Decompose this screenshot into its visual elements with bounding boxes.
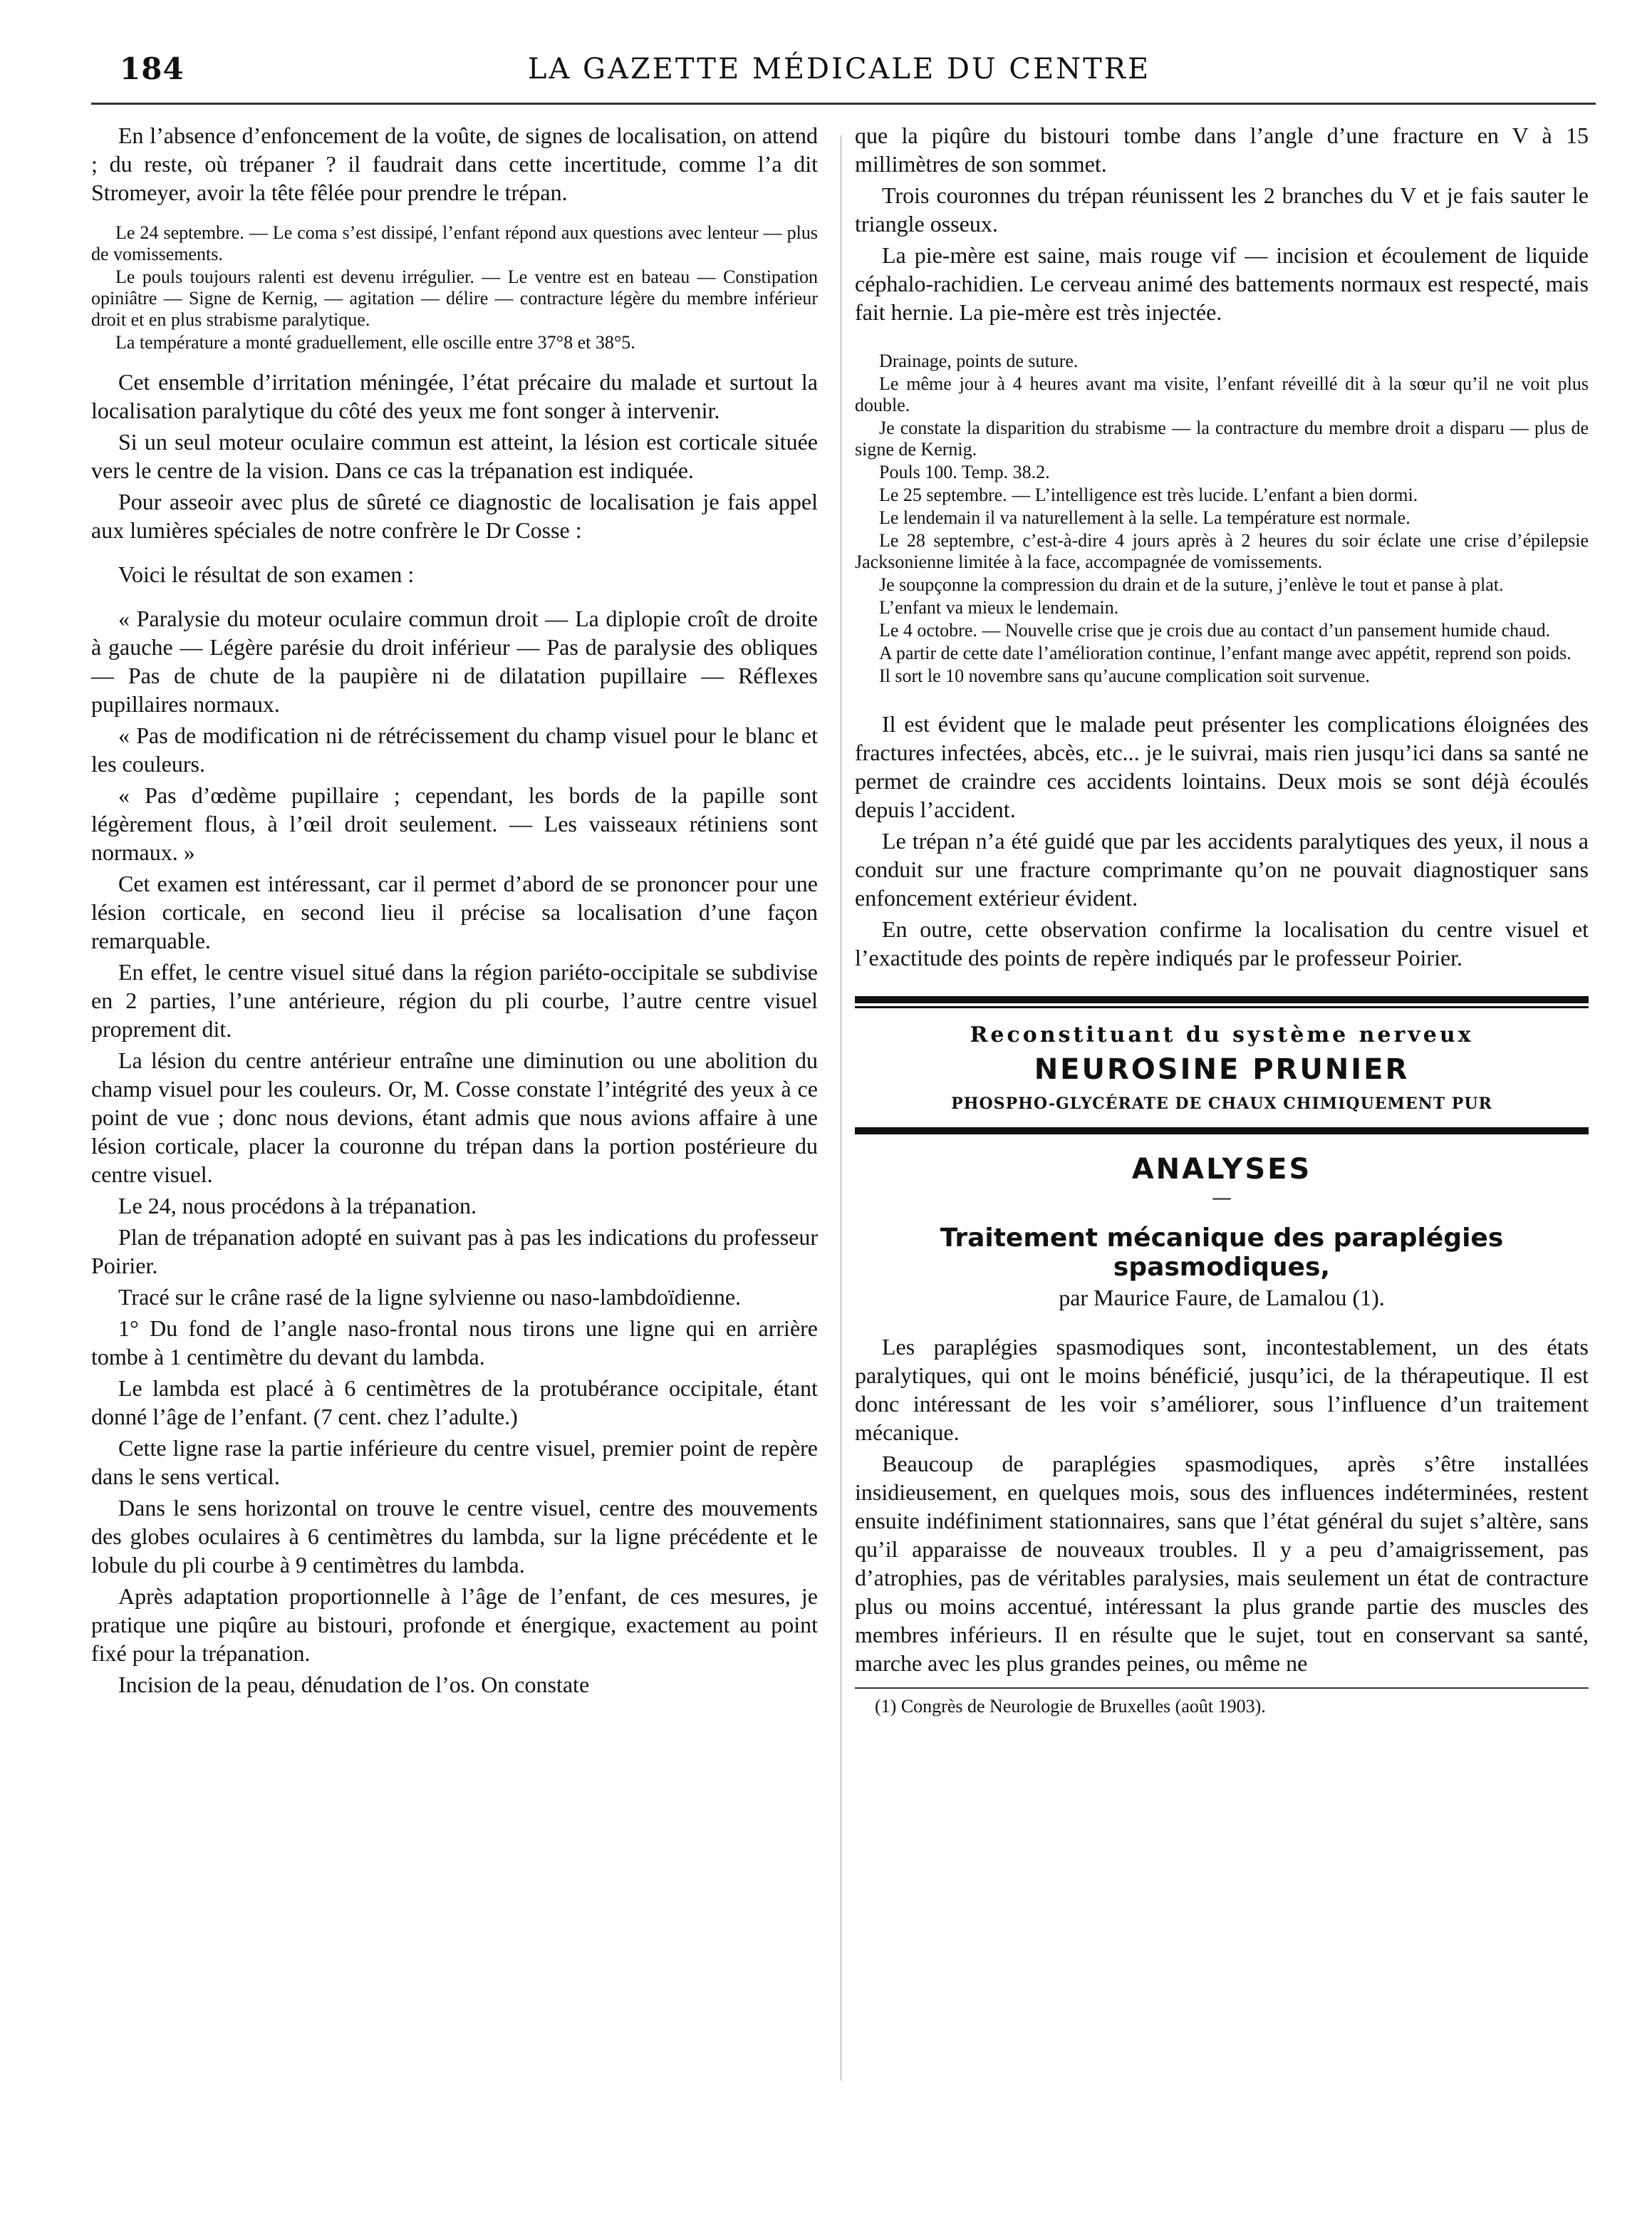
- paragraph: En effet, le centre visuel situé dans la région pariéto-occipitale se subdivise en 2 parties, l’une antérieure, région du pli courbe, l’autre centre visuel proprement dit.: [91, 959, 818, 1042]
- paragraph: La pie-mère est saine, mais rouge vif — incision et écoulement de liquide céphalo-rachidien. Le cerveau animé des battements normaux est respecté, mais fait hernie. La pie-mère est très injectée.: [855, 242, 1589, 325]
- ad-rule-bottom: [855, 1127, 1589, 1134]
- case-note: Pouls 100. Temp. 38.2.: [879, 462, 1050, 482]
- paragraph: En l’absence d’enfoncement de la voûte, de signes de localisation, on attend ; du reste, où trépaner ? il faudrait dans cette incertitude, comme l’a dit Stromeyer, avoir la tête fêlée pour prendre le trépan.: [91, 123, 818, 205]
- paragraph: Le 24, nous procédons à la trépanation.: [118, 1193, 477, 1218]
- case-note: Le 25 septembre. — L’intelligence est très lucide. L’enfant a bien dormi.: [879, 485, 1418, 505]
- case-note: Drainage, points de suture.: [879, 351, 1079, 371]
- paragraph: Incision de la peau, dénudation de l’os. On constate: [118, 1672, 590, 1697]
- quote-paragraph: « Pas d’œdème pupillaire ; cependant, les bords de la papille sont légèrement flous, à l’œil droit seulement. — Les vaisseaux rétiniens sont normaux. »: [91, 782, 818, 865]
- paragraph: Après adaptation proportionnelle à l’âge de l’enfant, de ces mesures, je pratique une piqûre au bistouri, profonde et énergique, exactement au point fixé pour la trépanation.: [91, 1583, 818, 1666]
- case-note: Le 28 septembre, c’est-à-dire 4 jours après à 2 heures du soir éclate une crise d’épilepsie Jacksonienne limitée à la face, accompagnée de vomissements.: [855, 530, 1589, 572]
- case-note: Le lendemain il va naturellement à la selle. La température est normale.: [879, 507, 1411, 528]
- section-dash: —: [1212, 1186, 1232, 1209]
- paragraph: La lésion du centre antérieur entraîne une diminution ou une abolition du champ visuel pour les couleurs. Or, M. Cosse constate l’intégrité des yeux à ce point de vue ; donc nous devions, étant admis que nous avions affaire à une lésion corticale, placer la couronne du trépan dans la portion postérieure du centre visuel.: [91, 1047, 818, 1187]
- journal-title: LA GAZETTE MÉDICALE DU CENTRE: [527, 53, 1151, 86]
- footnote: (1) Congrès de Neurologie de Bruxelles (août 1903).: [875, 1696, 1266, 1717]
- paragraph: Il est évident que le malade peut présenter les complications éloignées des fractures infectées, abcès, etc... je le suivrai, mais rien jusqu’ici dans sa santé ne permet de craindre ces accidents lointains. Deux mois se sont déjà écoulés depuis l’accident.: [855, 711, 1589, 822]
- case-note: Le 24 septembre. — Le coma s’est dissipé, l’enfant répond aux questions avec lenteur — plus de vomissements.: [91, 222, 818, 264]
- paragraph: Dans le sens horizontal on trouve le centre visuel, centre des mouvements des globes oculaires à 6 centimètres du lambda, sur la ligne précédente et le lobule du pli courbe à 9 centimètres du lambda.: [91, 1495, 818, 1578]
- case-note: Je constate la disparition du strabisme — la contracture du membre droit a disparu — plus de signe de Kernig.: [855, 418, 1589, 460]
- paragraph: que la piqûre du bistouri tombe dans l’angle d’une fracture en V à 15 millimètres de son sommet.: [855, 123, 1589, 177]
- page-header: [84, 51, 1594, 94]
- paragraph: Voici le résultat de son examen :: [118, 561, 415, 587]
- case-note: A partir de cette date l’amélioration continue, l’enfant mange avec appétit, reprend son poids.: [879, 643, 1572, 663]
- paragraph: Si un seul moteur oculaire commun est atteint, la lésion est corticale située vers le centre de la vision. Dans ce cas la trépanation est indiquée.: [91, 429, 818, 483]
- case-note: La température a monté graduellement, elle oscille entre 37°8 et 38°5.: [115, 332, 635, 353]
- advertisement: [855, 996, 1589, 1134]
- paragraph: Cette ligne rase la partie inférieure du centre visuel, premier point de repère dans le sens vertical.: [91, 1435, 818, 1489]
- paragraph: Cet examen est intéressant, car il permet d’abord de se prononcer pour une lésion corticale, en second lieu il précise sa localisation d’une façon remarquable.: [91, 871, 818, 953]
- ad-product-name: NEUROSINE PRUNIER: [1034, 1053, 1410, 1086]
- right-column: [855, 121, 1589, 1717]
- case-note: Le même jour à 4 heures avant ma visite, l’enfant réveillé dit à la sœur qu’il ne voit plus double.: [855, 373, 1589, 415]
- quote-paragraph: « Pas de modification ni de rétrécissement du champ visuel pour le blanc et les couleurs.: [91, 723, 818, 777]
- left-column: [91, 121, 818, 1702]
- case-note: Le 4 octobre. — Nouvelle crise que je crois due au contact d’un pansement humide chaud.: [879, 620, 1551, 641]
- ad-rule-top-thin: [855, 1006, 1589, 1008]
- paragraph: Cet ensemble d’irritation méningée, l’état précaire du malade et surtout la localisation paralytique du côté des yeux me font songer à intervenir.: [91, 369, 818, 423]
- quote-paragraph: « Paralysie du moteur oculaire commun droit — La diplopie croît de droite à gauche — Légère parésie du droit inférieur — Pas de paralysie des obliques — Pas de chute de la paupière ni de dilatation pupillaire — Réflexes pupillaires normaux.: [91, 606, 818, 717]
- case-note: L’enfant va mieux le lendemain.: [879, 597, 1119, 618]
- article-byline: par Maurice Faure, de Lamalou (1).: [1059, 1285, 1385, 1310]
- paragraph: 1° Du fond de l’angle naso-frontal nous tirons une ligne qui en arrière tombe à 1 centimètre du devant du lambda.: [91, 1315, 818, 1370]
- paragraph: Tracé sur le crâne rasé de la ligne sylvienne ou naso-lambdoïdienne.: [118, 1284, 742, 1310]
- ad-tagline: Reconstituant du système nerveux: [970, 1023, 1474, 1047]
- case-note: Il sort le 10 novembre sans qu’aucune complication soit survenue.: [879, 666, 1370, 686]
- paragraph: Beaucoup de paraplégies spasmodiques, après s’être installées insidieusement, en quelques mois, sous des influences indéterminées, restent ensuite indéfiniment stationnaires, sans que l’état général du sujet s’altère, sans qu’il apparaisse de nouveaux troubles. Il y a peu d’amaigrissement, pas d’atrophies, pas de véritables paralysies, mais seulement un état de contracture plus ou moins accentué, intéressant la plus grande partie des muscles des membres inférieurs. Il en résulte que le sujet, tout en conservant sa santé, marche avec les plus grandes peines, ou même ne: [855, 1451, 1589, 1676]
- header-rule: [91, 103, 1596, 105]
- case-note: Le pouls toujours ralenti est devenu irrégulier. — Le ventre est en bateau — Constipation opiniâtre — Signe de Kernig, — agitation — délire — contracture légère du membre inférieur droit et en plus strabisme paralytique.: [91, 266, 818, 330]
- paragraph: En outre, cette observation confirme la localisation du centre visuel et l’exactitude des points de repère indiqués par le professeur Poirier.: [855, 916, 1589, 970]
- paragraph: Le trépan n’a été guidé que par les accidents paralytiques des yeux, il nous a conduit sur une fracture comprimante qu’on ne pouvait diagnostiquer sans enfoncement extérieur évident.: [855, 828, 1589, 911]
- article-title: Traitement mécanique des paraplégies spasmodiques,: [940, 1223, 1504, 1282]
- case-note: Je soupçonne la compression du drain et de la suture, j’enlève le tout et panse à plat.: [879, 574, 1504, 595]
- ad-rule-top: [855, 996, 1589, 1003]
- paragraph: Plan de trépanation adopté en suivant pas à pas les indications du professeur Poirier.: [91, 1224, 818, 1278]
- section-title: ANALYSES: [1131, 1153, 1312, 1186]
- paragraph: Les paraplégies spasmodiques sont, incontestablement, un des états paralytiques, qui ont le moins bénéficié, jusqu’ici, de la thérapeutique. Il est donc intéressant de les voir s’améliorer, sous l’influence d’un traitement mécanique.: [855, 1334, 1589, 1445]
- paragraph: Trois couronnes du trépan réunissent les 2 branches du V et je fais sauter le triangle osseux.: [855, 182, 1589, 237]
- footnote-rule: [855, 1687, 1589, 1689]
- page-number: 184: [120, 51, 185, 86]
- paragraph: Pour asseoir avec plus de sûreté ce diagnostic de localisation je fais appel aux lumières spéciales de notre confrère le Dr Cosse :: [91, 489, 818, 543]
- ad-description: PHOSPHO-GLYCÉRATE DE CHAUX CHIMIQUEMENT PUR: [951, 1094, 1492, 1113]
- paragraph: Le lambda est placé à 6 centimètres de la protubérance occipitale, étant donné l’âge de l’enfant. (7 cent. chez l’adulte.): [91, 1375, 818, 1429]
